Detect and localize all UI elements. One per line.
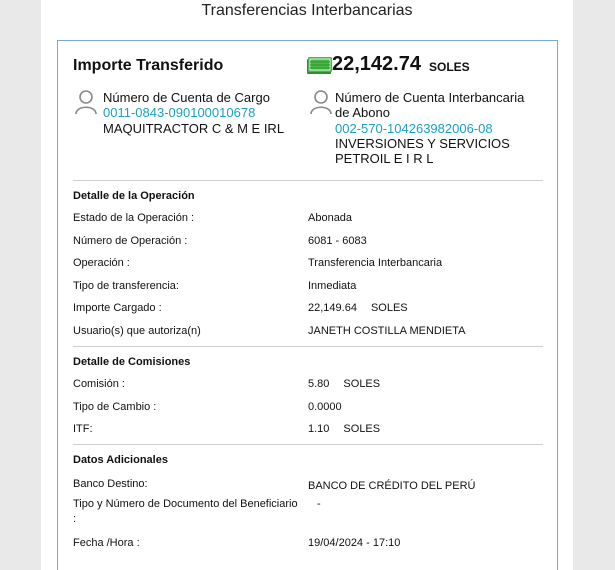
commissions-section-title: Detalle de Comisiones — [73, 356, 191, 368]
exchange-rate-value: 0.0000 — [308, 401, 342, 413]
itf-currency: SOLES — [343, 423, 381, 435]
charged-amount-label: Importe Cargado : — [73, 302, 162, 314]
commission — [308, 378, 380, 390]
transfer-type-label: Tipo de transferencia: — [73, 280, 179, 292]
divider — [73, 180, 543, 181]
itf-value: 1.10 — [308, 423, 330, 435]
destination-account-holder: INVERSIONES Y SERVICIOS — [335, 136, 510, 151]
amount-currency: SOLES — [429, 60, 470, 74]
amount-label: Importe Transferido — [73, 57, 224, 74]
date-time-label: Fecha /Hora : — [73, 537, 140, 549]
operation-type-label: Operación : — [73, 257, 130, 269]
origin-account-holder: MAQUITRACTOR C & M E IRL — [103, 121, 285, 136]
commission-label: Comisión : — [73, 378, 125, 390]
commission-value: 5.80 — [308, 378, 330, 390]
origin-account-label: Número de Cuenta de Cargo — [103, 90, 270, 105]
operation-status-label: Estado de la Operación : — [73, 212, 195, 224]
date-time-value: 19/04/2024 - 17:10 — [308, 537, 401, 549]
origin-account-number: 0011-0843-090100010678 — [103, 105, 256, 120]
beneficiary-document-value: - — [317, 498, 321, 510]
destination-account-number: 002-570-104263982006-08 — [335, 121, 493, 136]
destination-account-holder-cont: PETROIL E I R L — [335, 151, 434, 166]
itf — [308, 423, 380, 435]
additional-section-title: Datos Adicionales — [73, 454, 168, 466]
destination-account-label: Número de Cuenta Interbancaria — [335, 90, 525, 105]
divider — [73, 444, 543, 445]
destination-account-label-cont: de Abono — [335, 105, 390, 120]
user-icon — [309, 89, 333, 115]
operation-number-value: 6081 - 6083 — [308, 235, 367, 247]
charged-amount-currency: SOLES — [370, 302, 408, 314]
operation-type-value: Transferencia Interbancaria — [308, 257, 443, 269]
operation-status-value: Abonada — [308, 212, 353, 224]
destination-bank-label: Banco Destino: — [73, 478, 148, 490]
charged-amount — [308, 302, 408, 314]
charged-amount-value: 22,149.64 — [308, 302, 357, 314]
destination-bank-value: BANCO DE CRÉDITO DEL PERÚ — [308, 480, 476, 492]
transferred-amount: 22,142.74 — [332, 53, 421, 75]
transfer-receipt-card — [57, 40, 558, 570]
operation-section-title: Detalle de la Operación — [73, 190, 195, 202]
beneficiary-document-label-cont: : — [73, 513, 77, 525]
operation-number-label: Número de Operación : — [73, 235, 188, 247]
commission-currency: SOLES — [343, 378, 381, 390]
itf-label: ITF: — [73, 423, 93, 435]
authorizing-users-value: JANETH COSTILLA MENDIETA — [308, 325, 466, 337]
divider — [73, 346, 543, 347]
transfer-type-value: Inmediata — [308, 280, 357, 292]
exchange-rate-label: Tipo de Cambio : — [73, 401, 157, 413]
user-icon — [74, 89, 98, 115]
beneficiary-document-label: Tipo y Número de Documento del Beneficiario — [73, 498, 298, 510]
document-title: Transferencias Interbancarias — [201, 2, 413, 19]
authorizing-users-label: Usuario(s) que autoriza(n) — [73, 325, 201, 337]
money-icon — [307, 57, 332, 75]
